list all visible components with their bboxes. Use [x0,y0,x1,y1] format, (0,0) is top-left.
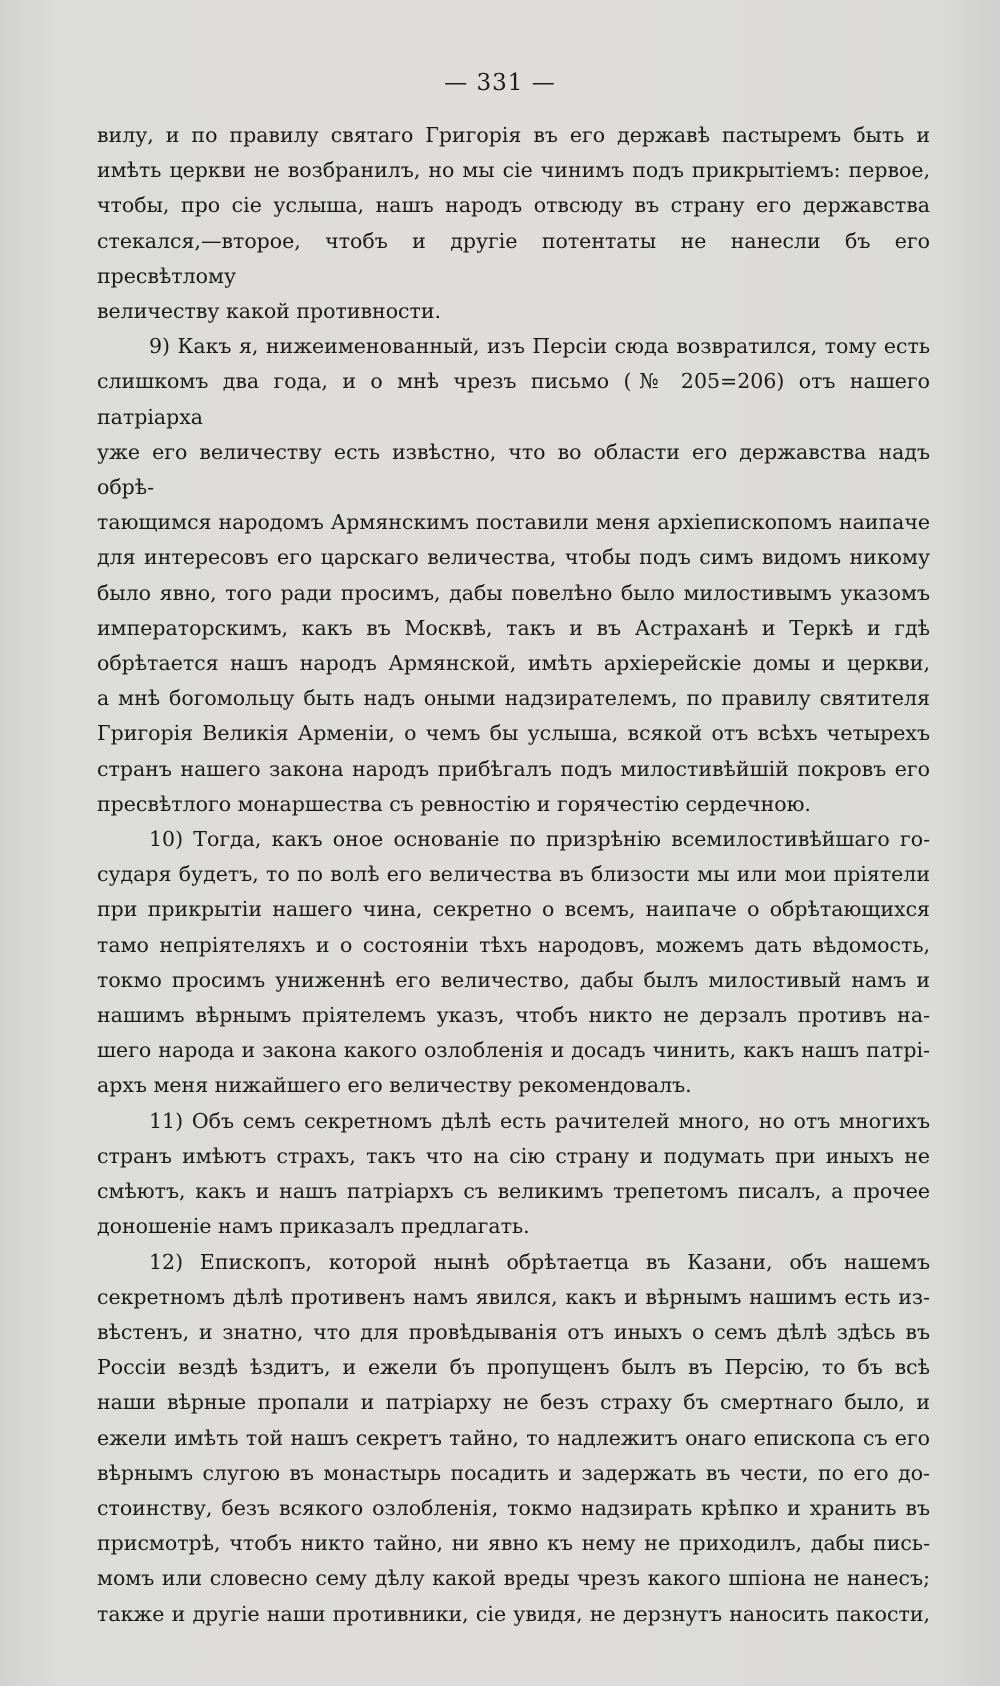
text-line: Россіи вездѣ ѣздитъ, и ежели бъ пропущенъ былъ въ Персію, то бъ всѣ [97,1355,930,1380]
text-line: момъ или словесно сему дѣлу какой вреды чрезъ какого шпіона не нанесъ; [97,1566,930,1591]
text-line: имѣть церкви не возбранилъ, но мы сіе чинимъ подъ прикрытіемъ: первое, [97,158,930,183]
text-line: тающимся народомъ Армянскимъ поставили меня архіепископомъ наипаче [97,510,930,535]
text-line: вѣстенъ, и знатно, что для провѣдыванія отъ иныхъ о семъ дѣлѣ здѣсь въ [97,1319,930,1344]
text-line: секретномъ дѣлѣ противенъ намъ явился, какъ и вѣрнымъ нашимъ есть из- [97,1284,930,1309]
page-number: — 331 — [444,70,556,96]
text-line: 9) Какъ я, нижеименованный, изъ Персіи сюда возвратился, тому есть [149,334,930,359]
text-line: вѣрнымъ слугою въ монастырь посадить и задержать въ чести, по его до- [97,1460,930,1485]
text-line: слишкомъ два года, и о мнѣ чрезъ письмо (№ 205=206) отъ нашего патріарха [97,369,930,429]
text-line: при прикрытіи нашего чина, секретно о всемъ, наипаче о обрѣтающихся [97,897,930,922]
text-line: тамо непріятеляхъ и о состояніи тѣхъ народовъ, можемъ дать вѣдомость, [97,932,930,957]
text-line: нашимъ вѣрнымъ пріятелемъ указъ, чтобъ никто не дерзалъ противъ на- [97,1003,930,1028]
paragraph-10 [97,822,930,1104]
text-line: величеству какой противности. [97,299,442,324]
text-line: стекался,—второе, чтобъ и другіе потентаты не нанесли бъ его пресвѣтлому [97,228,930,288]
text-line: также и другіе наши противники, сіе увидя, не дерзнутъ наносить пакости, [97,1601,930,1626]
paragraph-12 [97,1245,930,1632]
text-line: пресвѣтлого монаршества съ ревностію и горячестію сердечною. [97,791,811,816]
text-line: обрѣтается нашъ народъ Армянской, имѣть архіерейскіе домы и церкви, [97,651,930,676]
text-line: токмо просимъ униженнѣ его величество, дабы былъ милостивый намъ и [97,967,930,992]
text-line: стоинству, безъ всякого озлобленія, токмо надзирать крѣпко и хранить въ [97,1495,930,1520]
text-line: вилу, и по правилу святаго Григорія въ его державѣ пастыремъ быть и [97,123,930,147]
text-line: доношеніе намъ приказалъ предлагать. [97,1214,530,1239]
text-line: странъ нашего закона народъ прибѣгалъ подъ милостивѣйшій покровъ его [97,756,930,781]
paragraph-9 [97,329,930,822]
text-body [97,118,930,1632]
text-line: для интересовъ его царскаго величества, чтобы подъ симъ видомъ никому [97,545,930,570]
text-line: было явно, того ради просимъ, дабы повелѣно было милостивымъ указомъ [97,580,930,605]
text-line: наши вѣрные пропали и патріарху не безъ страху бъ смертнаго было, и [97,1390,930,1415]
text-line: архъ меня нижайшего его величеству рекомендовалъ. [97,1073,692,1098]
paragraph-continuation [97,118,930,329]
text-line: 12) Епископъ, которой нынѣ обрѣтаетца въ Казани, объ нашемъ [149,1249,930,1274]
text-line: императорскимъ, какъ въ Москвѣ, такъ и въ Астраханѣ и Теркѣ и гдѣ [97,615,930,640]
text-line: сударя будетъ, то по волѣ его величества въ близости мы или мои пріятели [97,862,930,887]
text-line: шего народа и закона какого озлобленія и досадъ чинить, какъ нашъ патрі- [97,1038,930,1063]
text-line: 11) Объ семъ секретномъ дѣлѣ есть рачителей много, но отъ многихъ [149,1108,930,1133]
text-line: Григорія Великія Арменіи, о чемъ бы услыша, всякой отъ всѣхъ четырехъ [97,721,930,746]
text-line: 10) Тогда, какъ оное основаніе по призрѣнію всемилостивѣйшаго го- [149,827,930,852]
text-line: чтобы, про сіе услыша, нашъ народъ отвсюду въ страну его державства [97,193,930,218]
text-line: ежели имѣть той нашъ секретъ тайно, то надлежитъ онаго епископа съ его [97,1425,930,1450]
text-line: уже его величеству есть извѣстно, что во области его державства надъ обрѣ- [97,439,930,500]
text-line: смѣютъ, какъ и нашъ патріархъ съ великимъ трепетомъ писалъ, а прочее [97,1179,930,1204]
text-line: а мнѣ богомольцу быть надъ оными надзирателемъ, по правилу святителя [97,686,930,711]
paragraph-11 [97,1104,930,1245]
text-line: присмотрѣ, чтобъ никто тайно, ни явно къ нему не приходилъ, дабы пись- [97,1531,930,1556]
text-line: странъ имѣютъ страхъ, такъ что на сію страну и подумать при иныхъ не [97,1143,930,1168]
